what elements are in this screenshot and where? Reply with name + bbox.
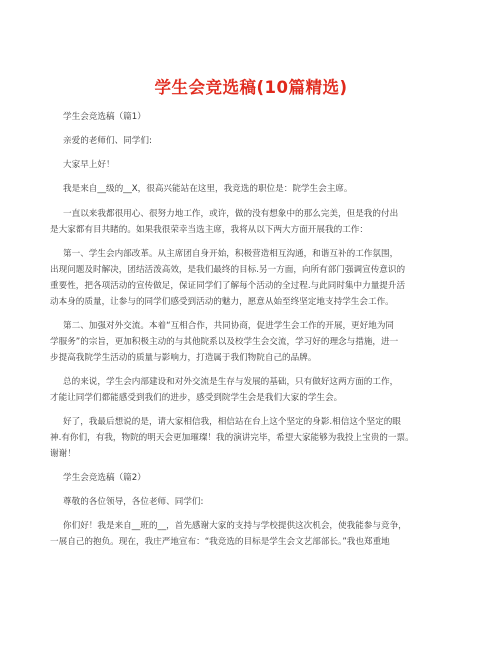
paragraph-line: 好了，我最后想说的是，请大家相信我，相信站在台上这个坚定的身影.相信这个坚定的眼 <box>63 417 401 427</box>
paragraph-intro: 我是来自__级的__X，很高兴能站在这里，我竞选的职位是：院学生会主席。 <box>63 184 353 194</box>
paragraph-line: 是大家都有目共睹的。如果我很荣幸当选主席，我将从以下两大方面开展我的工作： <box>50 225 368 235</box>
paragraph-line: 神.有你们，有我，物院的明天会更加璀璨！我的演讲完毕，希望大家能够为我投上宝贵的一票。 <box>50 433 414 443</box>
greeting: 大家早上好！ <box>63 160 115 170</box>
section-heading-2: 学生会竞选稿（篇2） <box>63 473 146 483</box>
paragraph-line: 步提高我院学生活动的质量与影响力，打造属于我们物院自己的品牌。 <box>50 353 317 363</box>
paragraph-line: 第二、加强对外交流。本着“互相合作，共同协商，促进学生会工作的开展，更好地为同 <box>63 321 395 331</box>
section-heading-1: 学生会竞选稿（篇1） <box>63 112 146 122</box>
paragraph-line: 谢谢！ <box>50 449 76 459</box>
salutation: 亲爱的老师们、同学们: <box>63 136 152 146</box>
paragraph-line: 一直以来我都很用心、很努力地工作，或许，做的没有想象中的那么完美，但是我的付出 <box>63 209 399 219</box>
paragraph-line: 才能让同学们都能感受到我们的进步，感受到院学生会是我们大家的学生会。 <box>50 393 343 403</box>
paragraph-line: 学服务”的宗旨，更加积极主动的与其他院系以及校学生会交流，学习好的理念与措施，进一 <box>50 337 399 347</box>
paragraph-line: 总的来说，学生会内部建设和对外交流是生存与发展的基础，只有做好这两方面的工作， <box>63 377 399 387</box>
paragraph-line: 出现问题及时解决，团结活泼高效，是我们最终的目标.另一方面，向所有部门强调宣传意识的 <box>50 265 406 275</box>
paragraph-line: 你们好！我是来自__班的__，首先感谢大家的支持与学校提供这次机会，使我能参与竞争， <box>63 521 407 531</box>
document-title: 学生会竞选稿(10篇精选) <box>154 78 348 97</box>
paragraph-line: 动本身的质量，让参与的同学们感受到活动的魅力，愿意从始至终坚定地支持学生会工作。 <box>50 297 394 307</box>
paragraph-line: 第一、学生会内部改革。从主席团自身开始，积极营造相互沟通，和谐互补的工作氛围， <box>63 249 399 259</box>
paragraph-line: 重要性，把各项活动的宣传做足，保证同学们了解每个活动的全过程.与此同时集中力量提升活 <box>50 281 406 291</box>
paragraph-line: 一展自己的抱负。现在，我庄严地宣布：“我竞选的目标是学生会文艺部部长。”我也郑重地 <box>50 537 390 547</box>
salutation-2: 尊敬的各位领导，各位老师、同学们: <box>63 497 204 507</box>
